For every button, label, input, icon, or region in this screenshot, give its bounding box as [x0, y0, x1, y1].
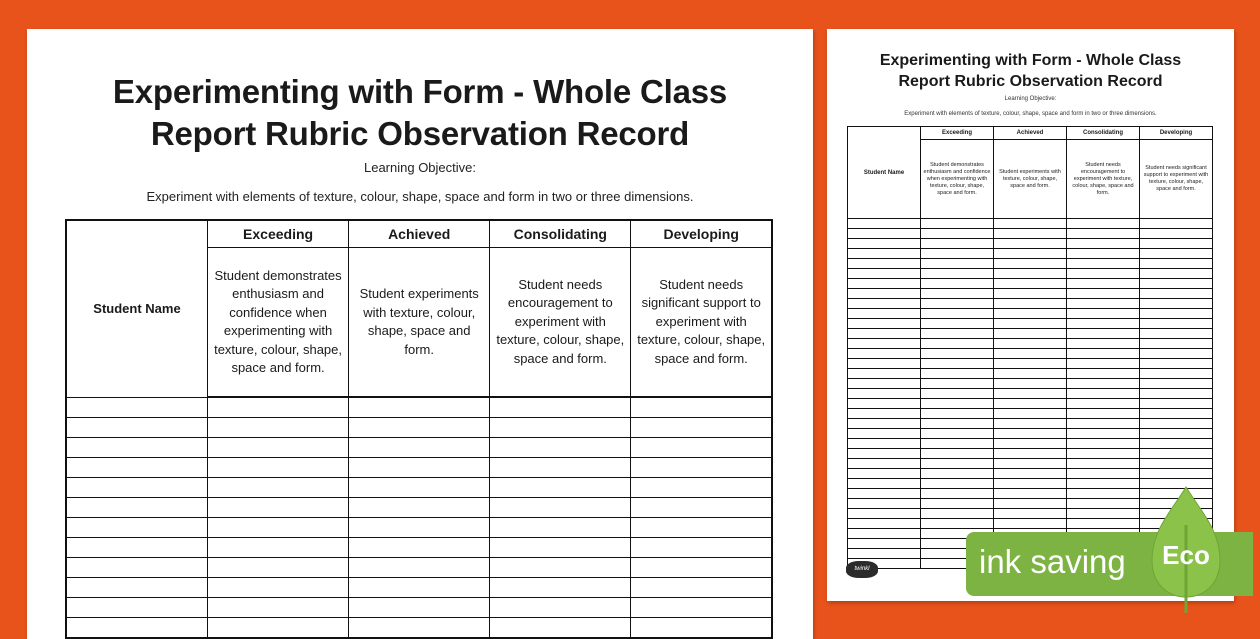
rating-cell — [631, 397, 772, 418]
rating-cell — [349, 438, 490, 458]
small-rating-cell — [994, 519, 1067, 529]
small-student-row — [848, 359, 1213, 369]
small-rating-cell — [1067, 289, 1140, 299]
eco-label: Eco — [1162, 540, 1210, 570]
rating-cell — [490, 578, 631, 598]
small-rating-cell — [1140, 269, 1213, 279]
small-rating-cell — [1140, 239, 1213, 249]
small-student-name-cell — [848, 319, 921, 329]
small-rating-cell — [994, 419, 1067, 429]
rating-cell — [490, 538, 631, 558]
small-student-row — [848, 379, 1213, 389]
small-rating-cell — [994, 269, 1067, 279]
rating-cell — [208, 538, 349, 558]
page-title — [27, 71, 813, 155]
small-rating-cell — [921, 299, 994, 309]
rating-cell — [349, 418, 490, 438]
desc-consolidating-small: Student needs encouragement to experiment with texture, colour, shape, space and form. — [1067, 140, 1140, 219]
rating-cell — [631, 598, 772, 618]
small-student-name-cell — [848, 529, 921, 539]
rating-cell — [349, 518, 490, 538]
small-rating-cell — [921, 419, 994, 429]
small-rating-cell — [921, 399, 994, 409]
small-rating-cell — [1067, 489, 1140, 499]
small-rating-cell — [1067, 399, 1140, 409]
small-rating-cell — [1067, 369, 1140, 379]
small-rating-cell — [921, 409, 994, 419]
small-rating-cell — [1140, 309, 1213, 319]
small-student-name-cell — [848, 509, 921, 519]
small-rating-cell — [994, 319, 1067, 329]
small-rating-cell — [1067, 449, 1140, 459]
small-rating-cell — [994, 459, 1067, 469]
small-rating-cell — [921, 389, 994, 399]
student-name-cell — [66, 558, 208, 578]
small-student-name-cell — [848, 499, 921, 509]
small-student-row — [848, 309, 1213, 319]
small-rating-cell — [1140, 449, 1213, 459]
small-rating-cell — [994, 309, 1067, 319]
small-student-name-cell — [848, 299, 921, 309]
rating-cell — [208, 498, 349, 518]
student-rows — [66, 397, 772, 638]
rating-cell — [349, 458, 490, 478]
rating-cell — [208, 598, 349, 618]
rating-cell — [349, 538, 490, 558]
rating-cell — [490, 478, 631, 498]
student-name-cell — [66, 538, 208, 558]
small-student-name-cell — [848, 399, 921, 409]
small-rating-cell — [921, 519, 994, 529]
small-rating-cell — [1067, 429, 1140, 439]
small-student-name-cell — [848, 269, 921, 279]
small-student-name-cell — [848, 479, 921, 489]
small-rating-cell — [994, 389, 1067, 399]
small-student-row — [848, 239, 1213, 249]
small-student-row — [848, 389, 1213, 399]
desc-exceeding: Student demonstrates enthusiasm and confidence when experimenting with texture, colour, shape, space and form. — [208, 248, 349, 398]
rating-cell — [490, 418, 631, 438]
rating-cell — [631, 618, 772, 639]
small-rating-cell — [994, 329, 1067, 339]
small-rating-cell — [994, 499, 1067, 509]
small-rating-cell — [994, 219, 1067, 229]
student-row — [66, 538, 772, 558]
student-name-cell — [66, 578, 208, 598]
rating-cell — [349, 498, 490, 518]
level-exceeding-small: Exceeding — [921, 127, 994, 140]
student-row — [66, 618, 772, 639]
small-student-row — [848, 469, 1213, 479]
small-rating-cell — [1140, 399, 1213, 409]
small-student-name-cell — [848, 359, 921, 369]
rating-cell — [349, 558, 490, 578]
small-rating-cell — [994, 479, 1067, 489]
small-rating-cell — [921, 279, 994, 289]
student-name-cell — [66, 458, 208, 478]
small-student-name-cell — [848, 489, 921, 499]
small-student-name-cell — [848, 409, 921, 419]
small-rating-cell — [1140, 429, 1213, 439]
rating-cell — [349, 578, 490, 598]
small-student-row — [848, 349, 1213, 359]
rubric-header-row — [66, 220, 772, 248]
small-rating-cell — [1067, 379, 1140, 389]
level-achieved-small: Achieved — [994, 127, 1067, 140]
small-rating-cell — [1140, 419, 1213, 429]
small-student-row — [848, 449, 1213, 459]
rubric-table — [65, 219, 773, 639]
student-name-cell — [66, 397, 208, 418]
level-achieved: Achieved — [349, 220, 490, 248]
rating-cell — [490, 598, 631, 618]
small-rating-cell — [921, 309, 994, 319]
small-rating-cell — [1067, 439, 1140, 449]
small-student-row — [848, 279, 1213, 289]
level-developing-small: Developing — [1140, 127, 1213, 140]
small-rating-cell — [1067, 509, 1140, 519]
small-rating-cell — [994, 439, 1067, 449]
objective-text-small: Experiment with elements of texture, colour, shape, space and form in two or three dimensions. — [904, 111, 1157, 117]
small-rating-cell — [1067, 519, 1140, 529]
small-student-row — [848, 219, 1213, 229]
small-student-name-cell — [848, 519, 921, 529]
rating-cell — [349, 598, 490, 618]
small-rating-cell — [1067, 409, 1140, 419]
objective-label: Learning Objective: — [363, 160, 476, 175]
small-rating-cell — [994, 249, 1067, 259]
rating-cell — [631, 498, 772, 518]
small-rating-cell — [921, 469, 994, 479]
small-rating-cell — [1140, 389, 1213, 399]
rating-cell — [208, 418, 349, 438]
student-row — [66, 418, 772, 438]
small-rating-cell — [994, 289, 1067, 299]
title-line-2-small: Report Rubric Observation Record — [898, 73, 1163, 90]
small-rating-cell — [1067, 389, 1140, 399]
small-rating-cell — [1140, 469, 1213, 479]
level-exceeding: Exceeding — [208, 220, 349, 248]
rating-cell — [490, 558, 631, 578]
rating-cell — [631, 438, 772, 458]
student-name-cell — [66, 438, 208, 458]
desc-achieved: Student experiments with texture, colour, shape, space and form. — [349, 248, 490, 398]
rating-cell — [490, 458, 631, 478]
worksheet-preview-large — [27, 29, 813, 639]
small-rating-cell — [1140, 379, 1213, 389]
rating-cell — [349, 397, 490, 418]
small-rating-cell — [994, 259, 1067, 269]
ink-saving-label: ink saving — [979, 543, 1126, 580]
small-rating-cell — [921, 219, 994, 229]
rating-cell — [631, 418, 772, 438]
rating-cell — [631, 558, 772, 578]
small-student-row — [848, 319, 1213, 329]
small-rating-cell — [921, 509, 994, 519]
student-row — [66, 518, 772, 538]
small-student-name-cell — [848, 429, 921, 439]
student-name-cell — [66, 618, 208, 639]
small-rating-cell — [921, 339, 994, 349]
small-student-name-cell — [848, 419, 921, 429]
small-student-name-cell — [848, 389, 921, 399]
small-rating-cell — [921, 369, 994, 379]
small-rating-cell — [921, 239, 994, 249]
small-student-name-cell — [848, 459, 921, 469]
small-student-name-cell — [848, 469, 921, 479]
small-rating-cell — [1067, 259, 1140, 269]
small-student-name-cell — [848, 339, 921, 349]
rating-cell — [208, 518, 349, 538]
student-row — [66, 498, 772, 518]
rating-cell — [208, 478, 349, 498]
small-student-row — [848, 409, 1213, 419]
small-student-name-cell — [848, 239, 921, 249]
rubric-header-row-small — [848, 127, 1213, 140]
title-line-2: Report Rubric Observation Record — [150, 115, 690, 152]
small-rating-cell — [994, 449, 1067, 459]
small-rating-cell — [994, 379, 1067, 389]
title-line-1-small: Experimenting with Form - Whole Class — [879, 52, 1182, 69]
small-rating-cell — [1067, 219, 1140, 229]
small-rating-cell — [994, 429, 1067, 439]
small-student-row — [848, 439, 1213, 449]
small-student-name-cell — [848, 229, 921, 239]
small-student-row — [848, 299, 1213, 309]
small-student-name-cell — [848, 449, 921, 459]
student-name-header-small: Student Name — [848, 127, 921, 219]
small-rating-cell — [921, 379, 994, 389]
small-student-row — [848, 339, 1213, 349]
small-rating-cell — [1140, 339, 1213, 349]
student-name-cell — [66, 418, 208, 438]
small-rating-cell — [921, 449, 994, 459]
small-rating-cell — [1067, 249, 1140, 259]
small-student-row — [848, 259, 1213, 269]
small-student-row — [848, 289, 1213, 299]
small-rating-cell — [1067, 479, 1140, 489]
small-rating-cell — [921, 259, 994, 269]
small-rating-cell — [994, 239, 1067, 249]
desc-developing-small: Student needs significant support to experiment with texture, colour, shape, space and form. — [1140, 140, 1213, 219]
small-rating-cell — [1140, 259, 1213, 269]
desc-exceeding-small: Student demonstrates enthusiasm and confidence when experimenting with texture, colour, shape, space and form. — [921, 140, 994, 219]
student-row — [66, 478, 772, 498]
small-rating-cell — [994, 509, 1067, 519]
small-rating-cell — [994, 409, 1067, 419]
small-rating-cell — [1067, 469, 1140, 479]
small-rating-cell — [1140, 299, 1213, 309]
rating-cell — [208, 397, 349, 418]
small-rating-cell — [1067, 279, 1140, 289]
small-rating-cell — [921, 429, 994, 439]
small-rating-cell — [1067, 339, 1140, 349]
small-rating-cell — [994, 489, 1067, 499]
rating-cell — [349, 618, 490, 639]
small-student-name-cell — [848, 329, 921, 339]
small-rating-cell — [1067, 269, 1140, 279]
small-rating-cell — [1140, 329, 1213, 339]
small-student-row — [848, 329, 1213, 339]
small-rating-cell — [1067, 329, 1140, 339]
small-rating-cell — [921, 359, 994, 369]
small-student-name-cell — [848, 309, 921, 319]
small-rating-cell — [1140, 439, 1213, 449]
small-student-row — [848, 429, 1213, 439]
student-name-cell — [66, 518, 208, 538]
small-rating-cell — [1067, 419, 1140, 429]
small-rating-cell — [921, 439, 994, 449]
rating-cell — [490, 397, 631, 418]
small-rating-cell — [921, 499, 994, 509]
student-row — [66, 397, 772, 418]
small-student-name-cell — [848, 349, 921, 359]
small-student-name-cell — [848, 219, 921, 229]
rating-cell — [631, 458, 772, 478]
rating-cell — [631, 538, 772, 558]
rating-cell — [490, 498, 631, 518]
small-rating-cell — [994, 339, 1067, 349]
level-consolidating-small: Consolidating — [1067, 127, 1140, 140]
small-student-name-cell — [848, 439, 921, 449]
desc-developing: Student needs significant support to experiment with texture, colour, shape, space and form. — [631, 248, 772, 398]
small-student-row — [848, 249, 1213, 259]
small-rating-cell — [921, 289, 994, 299]
small-rating-cell — [1140, 349, 1213, 359]
small-rating-cell — [1140, 219, 1213, 229]
student-name-cell — [66, 478, 208, 498]
objective-text: Experiment with elements of texture, colour, shape, space and form in two or three dimensions. — [146, 189, 694, 204]
rating-cell — [631, 518, 772, 538]
small-rating-cell — [1140, 249, 1213, 259]
small-student-row — [848, 399, 1213, 409]
small-rating-cell — [1140, 289, 1213, 299]
small-rating-cell — [921, 269, 994, 279]
rating-cell — [208, 558, 349, 578]
twinkl-logo: twinkl — [846, 561, 878, 578]
small-rating-cell — [921, 479, 994, 489]
rating-cell — [631, 578, 772, 598]
rating-cell — [490, 518, 631, 538]
small-rating-cell — [994, 279, 1067, 289]
small-student-name-cell — [848, 249, 921, 259]
small-rating-cell — [994, 369, 1067, 379]
small-rating-cell — [1140, 409, 1213, 419]
rating-cell — [631, 478, 772, 498]
small-rating-cell — [1067, 239, 1140, 249]
small-student-name-cell — [848, 289, 921, 299]
small-rating-cell — [1140, 459, 1213, 469]
desc-achieved-small: Student experiments with texture, colour, shape, space and form. — [994, 140, 1067, 219]
small-rating-cell — [1067, 299, 1140, 309]
small-rating-cell — [921, 319, 994, 329]
small-rating-cell — [1067, 309, 1140, 319]
rating-cell — [349, 478, 490, 498]
small-rating-cell — [921, 489, 994, 499]
student-row — [66, 578, 772, 598]
desc-consolidating: Student needs encouragement to experiment with texture, colour, shape, space and form. — [490, 248, 631, 398]
small-rating-cell — [1067, 499, 1140, 509]
small-student-name-cell — [848, 369, 921, 379]
small-student-row — [848, 229, 1213, 239]
small-rating-cell — [1140, 319, 1213, 329]
student-row — [66, 598, 772, 618]
small-student-name-cell — [848, 279, 921, 289]
rating-cell — [490, 618, 631, 639]
small-student-name-cell — [848, 549, 921, 559]
small-rating-cell — [1140, 359, 1213, 369]
small-student-name-cell — [848, 539, 921, 549]
rating-cell — [208, 438, 349, 458]
small-rating-cell — [921, 349, 994, 359]
small-rating-cell — [994, 359, 1067, 369]
small-student-name-cell — [848, 379, 921, 389]
small-rating-cell — [921, 329, 994, 339]
title-line-1: Experimenting with Form - Whole Class — [112, 73, 728, 110]
small-rating-cell — [1067, 229, 1140, 239]
level-developing: Developing — [631, 220, 772, 248]
rating-cell — [208, 618, 349, 639]
rating-cell — [208, 578, 349, 598]
small-rating-cell — [994, 229, 1067, 239]
small-rating-cell — [1067, 459, 1140, 469]
rating-cell — [208, 458, 349, 478]
small-rating-cell — [994, 299, 1067, 309]
small-rating-cell — [1140, 229, 1213, 239]
student-name-cell — [66, 598, 208, 618]
rating-cell — [490, 438, 631, 458]
student-name-header: Student Name — [66, 220, 208, 397]
small-rating-cell — [1067, 349, 1140, 359]
student-name-cell — [66, 498, 208, 518]
small-rating-cell — [921, 229, 994, 239]
page-title-small — [827, 50, 1234, 92]
small-student-row — [848, 459, 1213, 469]
small-rating-cell — [994, 349, 1067, 359]
small-student-row — [848, 419, 1213, 429]
small-student-row — [848, 369, 1213, 379]
small-rating-cell — [994, 399, 1067, 409]
level-consolidating: Consolidating — [490, 220, 631, 248]
objective-label-small: Learning Objective: — [1004, 96, 1057, 102]
small-rating-cell — [921, 459, 994, 469]
small-rating-cell — [1140, 369, 1213, 379]
student-row — [66, 438, 772, 458]
small-rating-cell — [994, 469, 1067, 479]
small-rating-cell — [1140, 279, 1213, 289]
student-row — [66, 558, 772, 578]
small-student-row — [848, 269, 1213, 279]
student-row — [66, 458, 772, 478]
small-rating-cell — [1067, 359, 1140, 369]
small-student-name-cell — [848, 259, 921, 269]
small-rating-cell — [1067, 319, 1140, 329]
small-rating-cell — [921, 249, 994, 259]
